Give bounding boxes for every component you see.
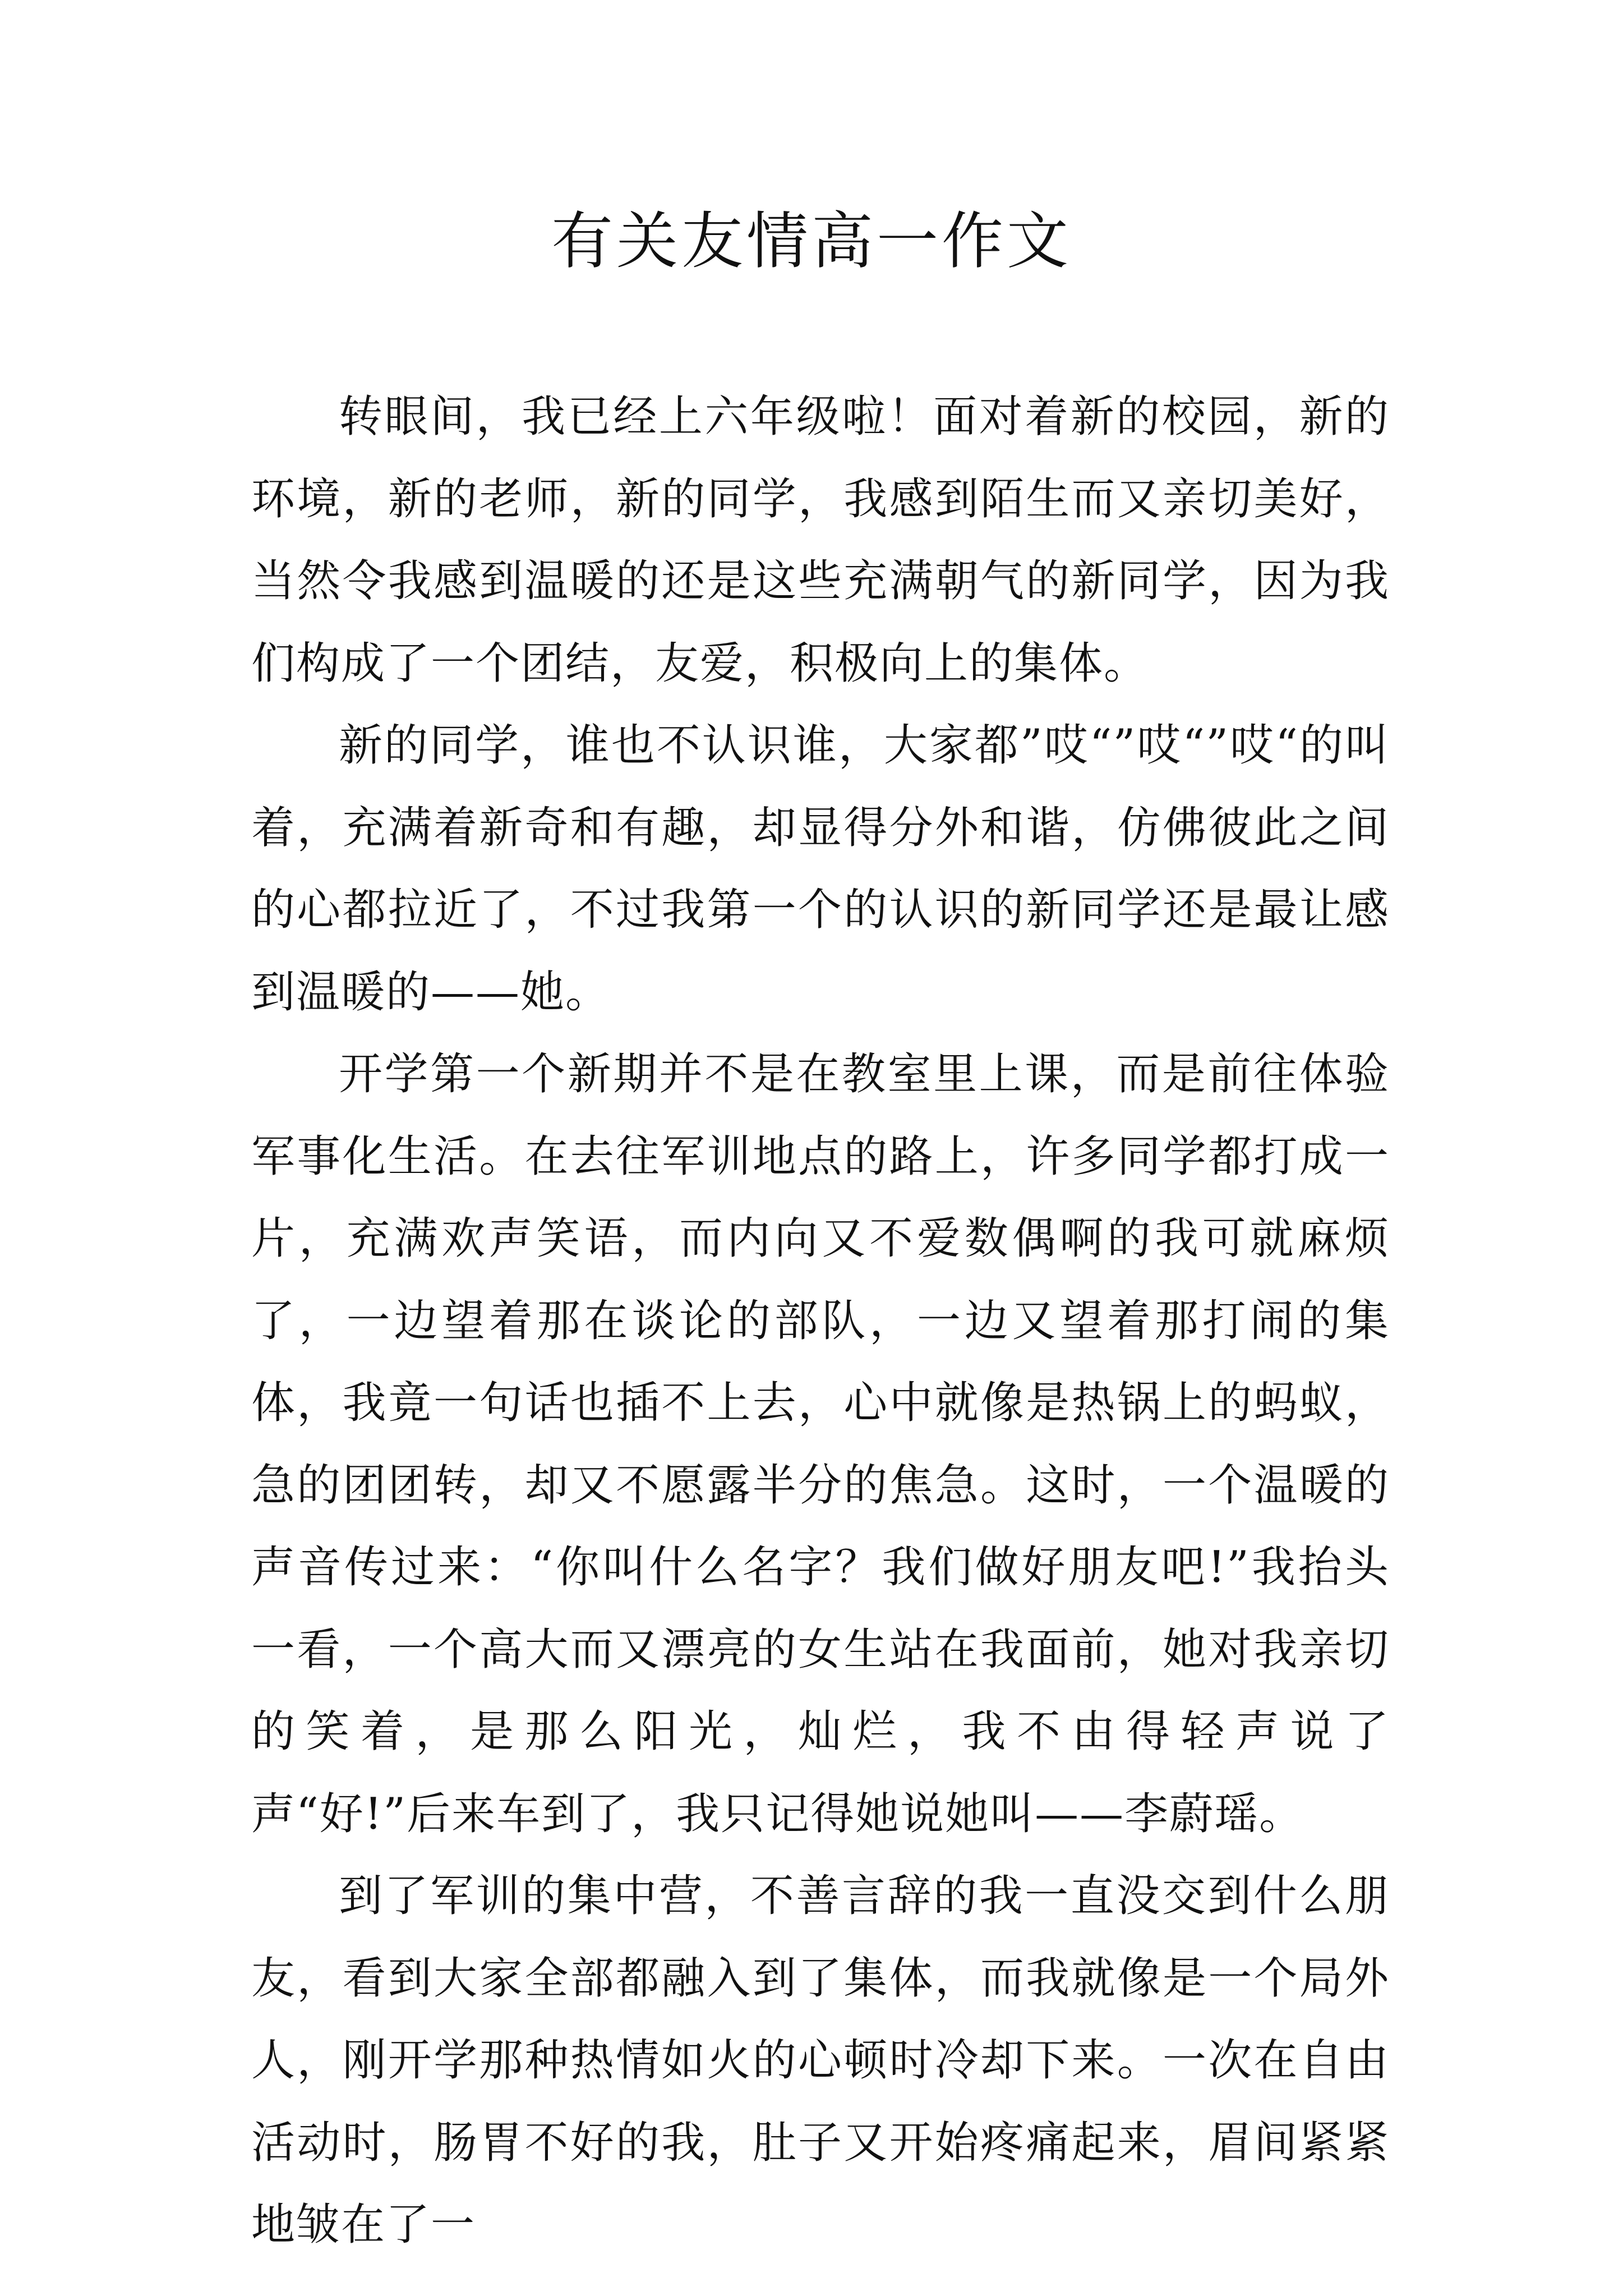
paragraph-3: 开学第一个新期并不是在教室里上课，而是前往体验军事化生活。在去往军训地点的路上，许多同学都打成一片，充满欢声笑语，而内向又不爱数偶啊的我可就麻烦了，一边望着那在谈论的部队，一边又望着那打闹的集体，我竟一句话也插不上去，心中就像是热锅上的蚂蚁，急的团团转，却又不愿露半分的焦急。这时，一个温暖的声音传过来：“你叫什么名字？我们做好朋友吧!”我抬头一看，一个高大而又漂亮的女生站在我面前，她对我亲切的笑着，是那么阳光，灿烂，我不由得轻声说了声“好!”后来车到了，我只记得她说她叫——李蔚瑶。 xyxy=(251,1049,1390,1839)
document-body xyxy=(251,376,1390,2266)
paragraph-4: 到了军训的集中营，不善言辞的我一直没交到什么朋友，看到大家全部都融入到了集体，而我就像是一个局外人，刚开学那种热情如火的心顿时冷却下来。一次在自由活动时，肠胃不好的我，肚子又开始疼痛起来，眉间紧紧地皱在了一 xyxy=(251,1871,1390,2250)
paragraph-1: 转眼间，我已经上六年级啦！面对着新的校园，新的环境，新的老师，新的同学，我感到陌生而又亲切美好，当然令我感到温暖的还是这些充满朝气的新同学，因为我们构成了一个团结，友爱，积极向上的集体。 xyxy=(251,392,1390,689)
document-title: 有关友情高一作文 xyxy=(551,205,1072,277)
paragraph-2: 新的同学，谁也不认识谁，大家都”哎“”哎“”哎“的叫着，充满着新奇和有趣，却显得分外和谐，仿佛彼此之间的心都拉近了，不过我第一个的认识的新同学还是最让感到温暖的——她。 xyxy=(251,720,1390,1018)
